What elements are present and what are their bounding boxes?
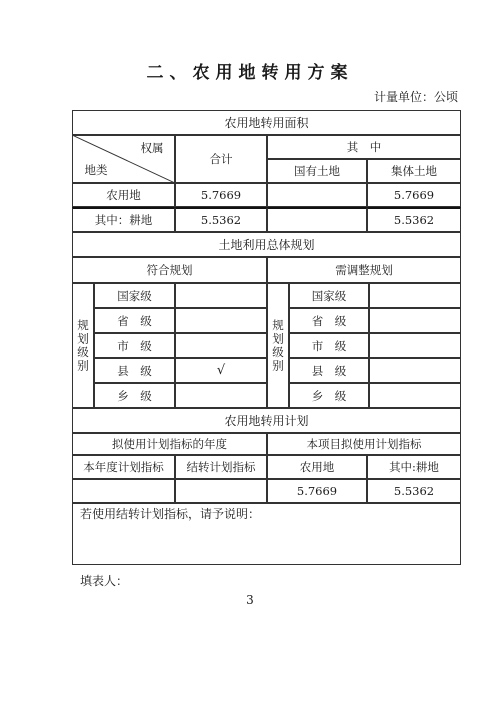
section3-header: 农用地转用计划: [72, 408, 461, 433]
corner-bottom-label: 地类: [84, 163, 108, 177]
right-level-mark: [369, 333, 461, 358]
page-title: 二、农用地转用方案: [146, 63, 354, 83]
col-cultivated-land: 其中:耕地: [367, 455, 461, 479]
section2-right-header: 需调整规划: [267, 257, 461, 283]
left-level-mark: [175, 383, 267, 408]
left-level-mark: [175, 308, 267, 333]
filler-label: 填表人：: [80, 574, 129, 588]
row-state: [267, 207, 367, 232]
col-total-header: 合计: [175, 135, 267, 183]
section2-header: 土地利用总体规划: [72, 232, 461, 257]
left-level-vertical-label: 规划级别: [72, 283, 94, 408]
left-level-mark: [175, 333, 267, 358]
value-annual-quota: [72, 479, 175, 503]
value-carryover-quota: [175, 479, 267, 503]
left-level-label: 省 级: [94, 308, 175, 333]
row-collective: 5.7669: [367, 183, 461, 207]
right-level-mark: [369, 283, 461, 308]
col-annual-quota: 本年度计划指标: [72, 455, 175, 479]
row-label: 农用地: [72, 183, 175, 207]
section3-left-header: 拟使用计划指标的年度: [72, 433, 267, 455]
col-state-header: 国有土地: [267, 159, 367, 183]
right-level-vertical-label: 规划级别: [267, 283, 289, 408]
right-level-label: 乡 级: [289, 383, 369, 408]
section1-header: 农用地转用面积: [72, 110, 461, 135]
right-level-mark: [369, 358, 461, 383]
left-level-label: 县 级: [94, 358, 175, 383]
right-level-mark: [369, 308, 461, 333]
page-number: 3: [246, 593, 254, 607]
section3-right-header: 本项目拟使用计划指标: [267, 433, 461, 455]
right-level-label: 省 级: [289, 308, 369, 333]
value-cultivated-land: 5.5362: [367, 479, 461, 503]
row-total: 5.5362: [175, 207, 267, 232]
value-agri-land: 5.7669: [267, 479, 367, 503]
left-level-label: 国家级: [94, 283, 175, 308]
right-level-label: 国家级: [289, 283, 369, 308]
col-of-which-header: 其 中: [267, 135, 461, 159]
corner-top-label: 权属: [140, 141, 164, 155]
right-level-label: 市 级: [289, 333, 369, 358]
right-level-label: 县 级: [289, 358, 369, 383]
col-carryover-quota: 结转计划指标: [175, 455, 267, 479]
right-level-mark: [369, 383, 461, 408]
left-level-label: 乡 级: [94, 383, 175, 408]
left-level-mark: [175, 283, 267, 308]
section2-left-header: 符合规划: [72, 257, 267, 283]
row-collective: 5.5362: [367, 207, 461, 232]
left-level-mark: √: [175, 358, 267, 383]
unit-label: 计量单位：公顷: [373, 90, 458, 104]
col-agri-land: 农用地: [267, 455, 367, 479]
col-collective-header: 集体土地: [367, 159, 461, 183]
row-total: 5.7669: [175, 183, 267, 207]
carryover-note: 若使用结转计划指标，请予说明：: [80, 507, 261, 521]
row-state: [267, 183, 367, 207]
row-label: 其中：耕地: [72, 207, 175, 232]
left-level-label: 市 级: [94, 333, 175, 358]
